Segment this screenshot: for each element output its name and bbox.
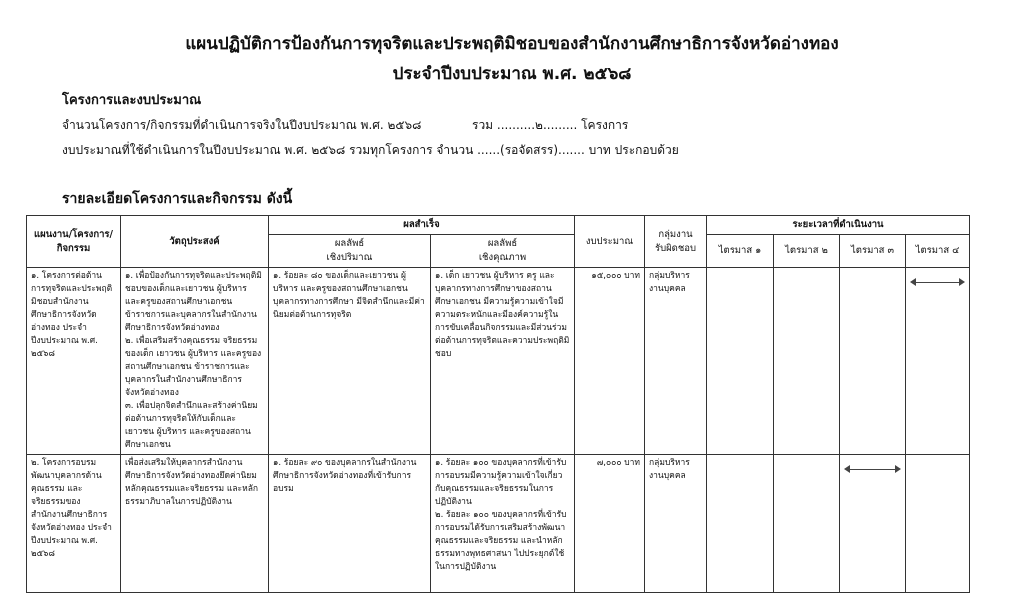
row1-q2 [774, 268, 840, 455]
row2-quantity: ๑. ร้อยละ ๙๐ ของบุคลากรในสำนักงานศึกษาธิการจังหวัดอ่างทองที่เข้ารับการอบรม [269, 455, 431, 593]
table-row [27, 268, 970, 455]
header-quantity: ผลลัพธ์ เชิงปริมาณ [269, 235, 431, 268]
row2-q2 [774, 455, 840, 593]
document-subtitle: ประจำปีงบประมาณ พ.ศ. ๒๕๖๘ [392, 64, 632, 84]
header-responsible: กลุ่มงาน รับผิดชอบ [645, 216, 707, 268]
row1-quality: ๑. เด็ก เยาวชน ผู้บริหาร ครู และบุคลากรทางการศึกษาของสถานศึกษาเอกชน มีความรู้ความเข้าใจมีความตระหนักและมีองค์ความรู้ในการขับเคลื่อนกิจกรรมและมีส่วนร่วมต่อต้านการทุจริตและความประพฤติมิชอบ [431, 268, 575, 455]
header-period: ระยะเวลาที่ดำเนินงาน [707, 216, 970, 235]
row1-responsible: กลุ่มบริหารงานบุคคล [645, 268, 707, 455]
header-result: ผลสำเร็จ [269, 216, 575, 235]
row2-objective: เพื่อส่งเสริมให้บุคลากรสำนักงานศึกษาธิการจังหวัดอ่างทองยึดค่านิยม หลักคุณธรรมและจริยธรรม และหลักธรรมาภิบาลในการปฏิบัติงาน [121, 455, 269, 593]
arrow-right-icon [959, 278, 965, 286]
row1-q1 [707, 268, 774, 455]
project-count-line [62, 116, 629, 135]
row1-q4 [906, 268, 970, 455]
row2-budget: ๗,๐๐๐ บาท [575, 455, 645, 593]
timeline-arrow [844, 457, 901, 590]
row2-q3 [840, 455, 906, 593]
row2-plan: ๒. โครงการอบรมพัฒนาบุคลากรด้านคุณธรรม และจริยธรรมของสำนักงานศึกษาธิการจังหวัดอ่างทอง ประจำปีงบประมาณ พ.ศ. ๒๕๖๘ [27, 455, 121, 593]
section-title: โครงการและงบประมาณ [62, 93, 202, 108]
row2-responsible: กลุ่มบริหารงานบุคคล [645, 455, 707, 593]
row1-quantity: ๑. ร้อยละ ๘๐ ของเด็กและเยาวชน ผู้บริหาร และครูของสถานศึกษาเอกชน บุคลากรทางการศึกษา มีจิตสำนึกและมีค่านิยมต่อต้านการทุจริต [269, 268, 431, 455]
row1-budget: ๑๕,๐๐๐ บาท [575, 268, 645, 455]
project-count-label: จำนวนโครงการ/กิจกรรมที่ดำเนินการจริงในปีงบประมาณ พ.ศ. ๒๕๖๘ [62, 118, 422, 132]
document-title: แผนปฏิบัติการป้องกันการทุจริตและประพฤติมิชอบของสำนักงานศึกษาธิการจังหวัดอ่างทอง [185, 34, 839, 54]
timeline-arrow [910, 270, 965, 452]
header-q1: ไตรมาส ๑ [707, 235, 774, 268]
arrow-right-icon [895, 465, 901, 473]
project-count-value: รวม ..........๒......... โครงการ [472, 118, 629, 132]
row2-quality: ๑. ร้อยละ ๑๐๐ ของบุคลากรที่เข้ารับการอบรมมีความรู้ความเข้าใจเกี่ยวกับคุณธรรมและจริยธรรมในการปฏิบัติงาน ๒. ร้อยละ ๑๐๐ ของบุคลากรที่เข้ารับการอบรมได้รับการเสริมสร้างพัฒนาคุณธรรมและจริยธรรม และนำหลักธรรมทางพุทธศาสนา ไปประยุกต์ใช้ในการปฏิบัติงาน [431, 455, 575, 593]
header-quality: ผลลัพธ์ เชิงคุณภาพ [431, 235, 575, 268]
header-plan: แผนงาน/โครงการ/ กิจกรรม [27, 216, 121, 268]
row1-plan: ๑. โครงการต่อต้านการทุจริตและประพฤติมิชอบสำนักงานศึกษาธิการจังหวัดอ่างทอง ประจำปีงบประมาณ พ.ศ. ๒๕๖๘ [27, 268, 121, 455]
row2-q4 [906, 455, 970, 593]
table-row [27, 455, 970, 593]
budget-line: งบประมาณที่ใช้ดำเนินการในปีงบประมาณ พ.ศ. ๒๕๖๘ รวมทุกโครงการ จำนวน ......(รอจัดสรร)....... บาท ประกอบด้วย [62, 143, 679, 157]
header-budget: งบประมาณ [575, 216, 645, 268]
row1-objective: ๑. เพื่อป้องกันการทุจริตและประพฤติมิชอบของเด็กและเยาวชน ผู้บริหาร และครูของสถานศึกษาเอกชน ข้าราชการและบุคลากรในสำนักงานศึกษาธิการจังหวัดอ่างทอง ๒. เพื่อเสริมสร้างคุณธรรม จริยธรรม ของเด็ก เยาวชน ผู้บริหาร และครูของสถานศึกษาเอกชน ข้าราชการและบุคลากรในสำนักงานศึกษาธิการจังหวัดอ่างทอง ๓. เพื่อปลุกจิตสำนึกและสร้างค่านิยมต่อต้านการทุจริตให้กับเด็กและเยาวชน ผู้บริหาร และครูของสถานศึกษาเอกชน [121, 268, 269, 455]
header-objective: วัตถุประสงค์ [121, 216, 269, 268]
detail-title: รายละเอียดโครงการและกิจกรรม ดังนี้ [62, 191, 293, 207]
project-table [26, 215, 970, 593]
header-q4: ไตรมาส ๔ [906, 235, 970, 268]
header-q2: ไตรมาส ๒ [774, 235, 840, 268]
row2-q1 [707, 455, 774, 593]
header-q3: ไตรมาส ๓ [840, 235, 906, 268]
row1-q3 [840, 268, 906, 455]
